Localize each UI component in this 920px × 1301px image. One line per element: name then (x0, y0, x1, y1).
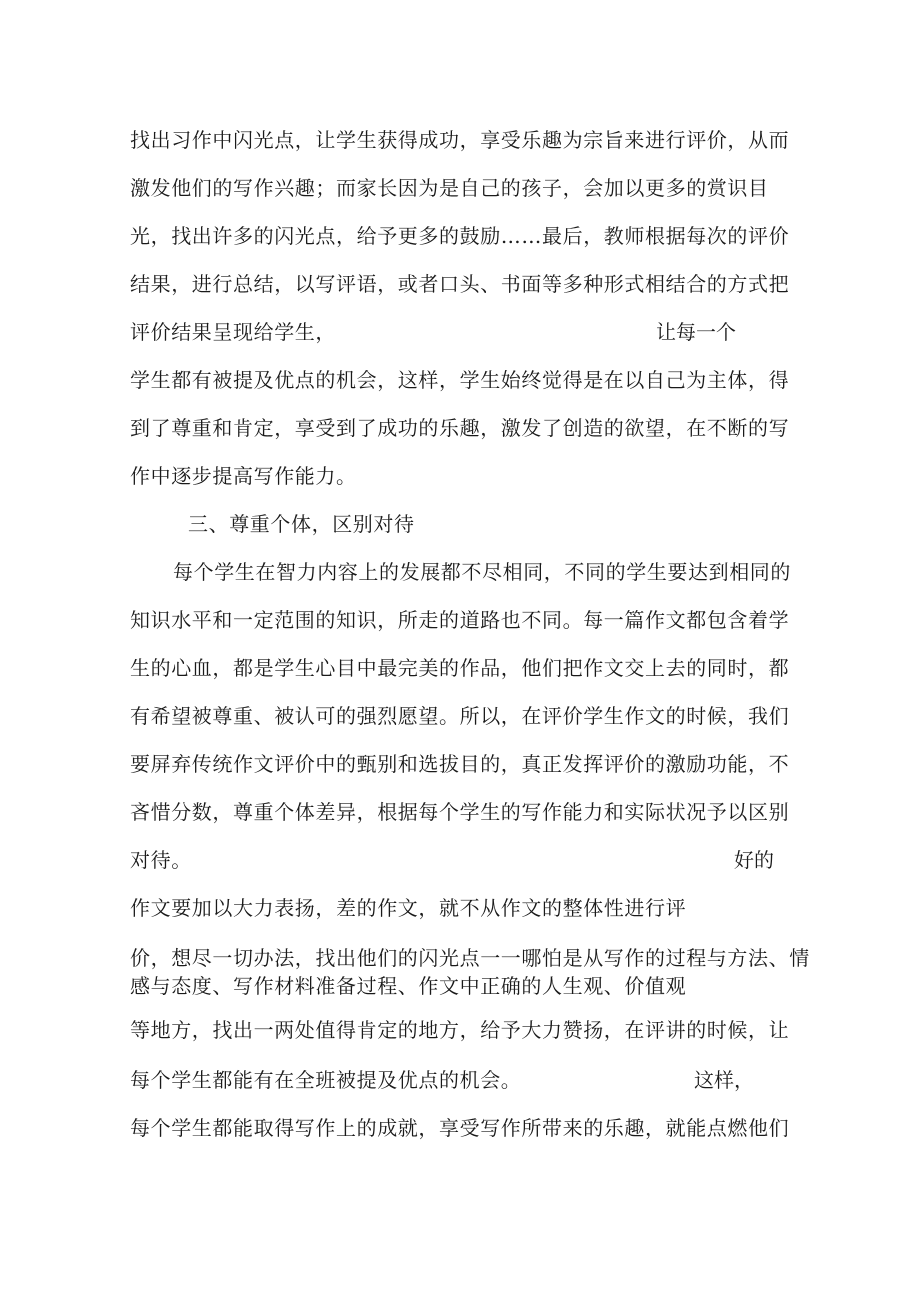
text-line: 要屏弃传统作文评价中的甄别和选拔目的，真正发挥评价的激励功能，不 (130, 752, 790, 776)
text-line: 对待。 (130, 848, 192, 872)
text-line: 作文要加以大力表扬，差的作文，就不从作文的整体性进行评 (130, 896, 687, 920)
text-line: 有希望被尊重、被认可的强烈愿望。所以，在评价学生作文的时候，我们 (130, 704, 790, 728)
text-line: 到了尊重和肯定，享受到了成功的乐趣，激发了创造的欲望，在不断的写 (130, 416, 790, 440)
text-line: 评价结果呈现给学生， (130, 320, 336, 344)
text-line: 光，找出许多的闪光点，给予更多的鼓励……最后，教师根据每次的评价 (130, 224, 790, 248)
text-line: 作中逐步提高写作能力。 (130, 464, 357, 488)
text-line: 找出习作中闪光点，让学生获得成功，享受乐趣为宗旨来进行评价，从而 (130, 128, 790, 152)
text-line: 结果，进行总结，以写评语，或者口头、书面等多种形式相结合的方式把 (130, 272, 790, 296)
text-fragment: 让每一个 (656, 320, 736, 344)
text-line: 每个学生都能有在全班被提及优点的机会。 (130, 1068, 522, 1092)
text-line: 生的心血，都是学生心目中最完美的作品，他们把作文交上去的同时，都 (130, 656, 790, 680)
text-fragment: 好的 (734, 848, 774, 872)
text-line: 激发他们的写作兴趣；而家长因为是自己的孩子，会加以更多的赏识目 (130, 176, 769, 200)
text-line: 等地方，找出一两处值得肯定的地方，给予大力赞扬，在评讲的时候，让 (130, 1018, 790, 1042)
text-line: 感与态度、写作材料准备过程、作文中正确的人生观、价值观 (130, 974, 687, 998)
text-line: 吝惜分数，尊重个体差异，根据每个学生的写作能力和实际状况予以区别 (130, 800, 790, 824)
text-line: 知识水平和一定范围的知识，所走的道路也不同。每一篇作文都包含着学 (130, 608, 790, 632)
section-heading: 三、尊重个体，区别对待 (188, 512, 415, 536)
text-line: 学生都有被提及优点的机会，这样，学生始终觉得是在以自己为主体，得 (130, 368, 790, 392)
text-line: 价，想尽一切办法，找出他们的闪光点一一哪怕是从写作的过程与方法、情 (130, 946, 810, 970)
text-fragment: 这样， (694, 1068, 754, 1092)
paragraph-first-line: 每个学生在智力内容上的发展都不尽相同，不同的学生要达到相同的 (173, 560, 791, 584)
text-line: 每个学生都能取得写作上的成就，享受写作所带来的乐趣，就能点燃他们 (130, 1116, 790, 1140)
